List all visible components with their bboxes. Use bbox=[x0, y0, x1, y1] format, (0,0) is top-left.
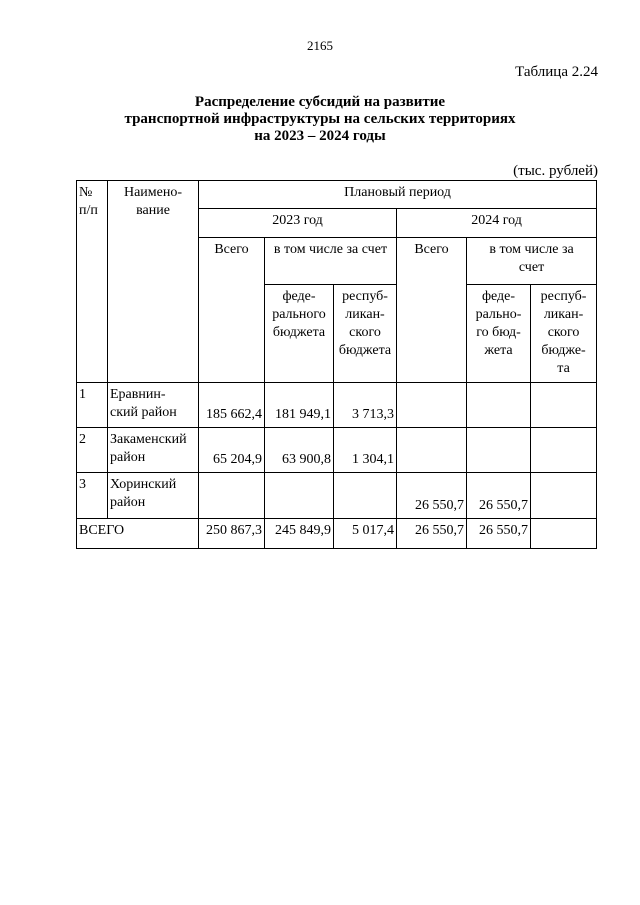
row-total-2023: 65 204,9 bbox=[199, 428, 265, 473]
units-label: (тыс. рублей) bbox=[513, 163, 598, 179]
total-federal-2023: 245 849,9 bbox=[265, 519, 334, 549]
row-total-2024: 26 550,7 bbox=[397, 473, 467, 519]
header-republic-2024: респуб- ликан- ского бюдже- та bbox=[531, 285, 597, 383]
row-federal-2024 bbox=[467, 428, 531, 473]
row-total-2023 bbox=[199, 473, 265, 519]
header-num: № п/п bbox=[77, 181, 108, 383]
header-republic-2023: респуб- ликан- ского бюджета bbox=[334, 285, 397, 383]
table-label: Таблица 2.24 bbox=[515, 64, 598, 80]
row-republic-2024 bbox=[531, 383, 597, 428]
header-including-2023: в том числе за счет bbox=[265, 238, 397, 285]
table-row bbox=[77, 383, 597, 428]
row-republic-2024 bbox=[531, 428, 597, 473]
header-including-2024: в том числе за счет bbox=[467, 238, 597, 285]
row-federal-2023 bbox=[265, 473, 334, 519]
title-line-2: транспортной инфраструктуры на сельских территориях bbox=[124, 111, 516, 127]
total-2023: 250 867,3 bbox=[199, 519, 265, 549]
row-num: 2 bbox=[77, 428, 108, 473]
row-name: Закаменский район bbox=[108, 428, 199, 473]
header-name: Наимено- вание bbox=[108, 181, 199, 383]
title-line-1: Распределение субсидий на развитие bbox=[194, 94, 446, 110]
header-federal-2024: феде- рально- го бюд- жета bbox=[467, 285, 531, 383]
table-row bbox=[77, 428, 597, 473]
total-republic-2023: 5 017,4 bbox=[334, 519, 397, 549]
header-total-2024: Всего bbox=[397, 238, 467, 383]
total-2024: 26 550,7 bbox=[397, 519, 467, 549]
title-line-3: на 2023 – 2024 годы bbox=[254, 128, 386, 144]
row-name: Хоринский район bbox=[108, 473, 199, 519]
table-title bbox=[0, 94, 640, 145]
header-total-2023: Всего bbox=[199, 238, 265, 383]
header-planned-period: Плановый период bbox=[199, 181, 597, 209]
row-num: 3 bbox=[77, 473, 108, 519]
row-federal-2023: 181 949,1 bbox=[265, 383, 334, 428]
header-year-2024: 2024 год bbox=[397, 209, 597, 238]
header-federal-2023: феде- рального бюджета bbox=[265, 285, 334, 383]
row-federal-2024: 26 550,7 bbox=[467, 473, 531, 519]
row-total-2024 bbox=[397, 428, 467, 473]
header-year-2023: 2023 год bbox=[199, 209, 397, 238]
total-federal-2024: 26 550,7 bbox=[467, 519, 531, 549]
row-republic-2023: 3 713,3 bbox=[334, 383, 397, 428]
row-name: Еравнин- ский район bbox=[108, 383, 199, 428]
row-federal-2023: 63 900,8 bbox=[265, 428, 334, 473]
row-federal-2024 bbox=[467, 383, 531, 428]
total-row bbox=[77, 519, 597, 549]
table-row bbox=[77, 473, 597, 519]
page-number: 2165 bbox=[307, 38, 333, 53]
subsidy-table bbox=[76, 180, 597, 549]
row-total-2024 bbox=[397, 383, 467, 428]
total-republic-2024 bbox=[531, 519, 597, 549]
row-total-2023: 185 662,4 bbox=[199, 383, 265, 428]
total-label: ВСЕГО bbox=[77, 519, 199, 549]
row-republic-2023: 1 304,1 bbox=[334, 428, 397, 473]
row-republic-2024 bbox=[531, 473, 597, 519]
row-republic-2023 bbox=[334, 473, 397, 519]
row-num: 1 bbox=[77, 383, 108, 428]
